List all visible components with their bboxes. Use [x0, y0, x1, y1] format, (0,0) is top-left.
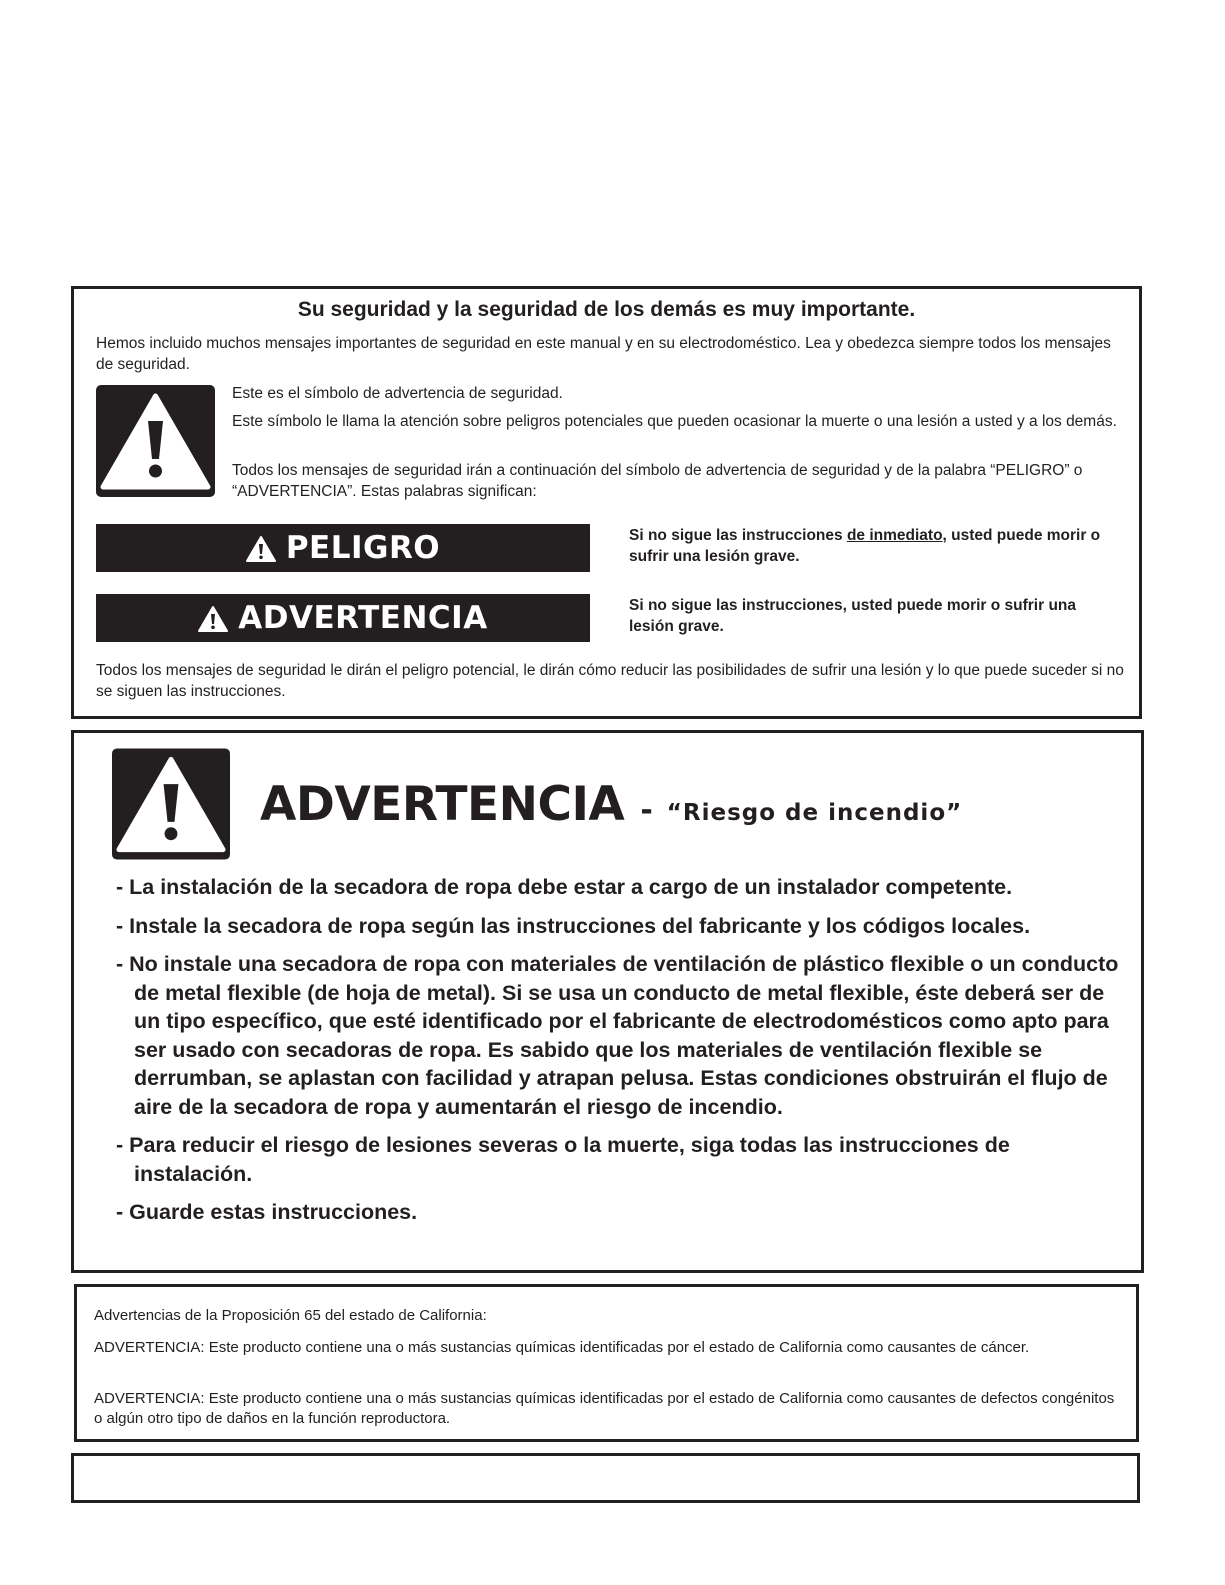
- list-item: - Instale la secadora de ropa según las instrucciones del fabricante y los códigos locales.: [116, 913, 1031, 938]
- warning-triangle-small-icon: [246, 535, 276, 562]
- fire-warning-list: [116, 873, 1127, 1237]
- fire-risk-subheading: “Riesgo de incendio”: [666, 800, 963, 826]
- list-item: - Para reducir el riesgo de lesiones severas o la muerte, siga todas las instrucciones de instalación.: [116, 1133, 1010, 1186]
- advertencia-banner: [96, 594, 590, 642]
- peligro-desc-end: , usted puede morir o sufrir una lesión grave.: [629, 527, 1101, 565]
- warning-triangle-icon: [96, 385, 215, 497]
- safety-message-box: [71, 286, 1142, 719]
- advertencia-description: Si no sigue las instrucciones, usted puede morir o sufrir una lesión grave.: [629, 597, 1077, 635]
- fire-warning-box: [71, 730, 1144, 1273]
- prop65-cancer-warning: ADVERTENCIA: Este producto contiene una o más sustancias químicas identificadas por el estado de California como causantes de cáncer.: [94, 1339, 1030, 1356]
- prop65-title: Advertencias de la Proposición 65 del estado de California:: [94, 1307, 487, 1324]
- safety-footer: Todos los mensajes de seguridad le dirán el peligro potencial, le dirán cómo reducir las posibilidades de sufrir una lesión y lo que puede suceder si no se siguen las instrucciones.: [96, 662, 1124, 700]
- peligro-banner: [96, 524, 590, 572]
- safety-intro: Hemos incluido muchos mensajes importantes de seguridad en este manual y en su electrodoméstico. Lea y obedezca siempre todos los mensajes de seguridad.: [96, 335, 1111, 373]
- list-item: - La instalación de la secadora de ropa debe estar a cargo de un instalador competente.: [116, 875, 1013, 899]
- peligro-desc-start: Si no sigue las instrucciones: [629, 527, 847, 544]
- empty-box: [71, 1453, 1140, 1503]
- advertencia-label: ADVERTENCIA: [238, 600, 488, 636]
- list-item: - No instale una secadora de ropa con materiales de ventilación de plástico flexible o un conducto de metal flexible (de hoja de metal). Si se usa un conducto de metal flexible, éste deberá ser de un tipo específico, que esté identificado por el fabricante de electrodomésticos como apto para ser usado con secadoras de ropa. Es sabido que los materiales de ventilación flexible se derrumban, se aplastan con facilidad y atrapan pelusa. Estas condiciones obstruirán el flujo de aire de la secadora de ropa y aumentarán el riesgo de incendio.: [116, 952, 1119, 1119]
- safety-title: Su seguridad y la seguridad de los demás es muy importante.: [297, 298, 916, 321]
- fire-warning-heading: [260, 777, 962, 832]
- peligro-description: [629, 525, 1121, 567]
- heading-dash: -: [640, 793, 653, 828]
- safety-symbol-purpose: Este símbolo le llama la atención sobre peligros potenciales que pueden ocasionar la muerte o una lesión a usted y a los demás.: [232, 413, 1117, 430]
- signal-words-intro: Todos los mensajes de seguridad irán a continuación del símbolo de advertencia de seguridad y de la palabra “PELIGRO” o “ADVERTENCIA”. Estas palabras significan:: [232, 462, 1083, 500]
- prop65-box: [74, 1284, 1139, 1442]
- list-item: - Guarde estas instrucciones.: [116, 1200, 418, 1224]
- warning-triangle-small-icon: [198, 605, 228, 632]
- peligro-desc-emphasis: de inmediato: [846, 527, 943, 544]
- prop65-reproductive-warning: ADVERTENCIA: Este producto contiene una o más sustancias químicas identificadas por el estado de California como causantes de defectos congénitos o algún otro tipo de daños en la función reproductora.: [94, 1390, 1115, 1427]
- safety-symbol-description: Este es el símbolo de advertencia de seguridad.: [232, 385, 563, 402]
- warning-triangle-icon: [112, 748, 230, 860]
- advertencia-heading: ADVERTENCIA: [260, 777, 625, 832]
- peligro-label: PELIGRO: [285, 530, 441, 566]
